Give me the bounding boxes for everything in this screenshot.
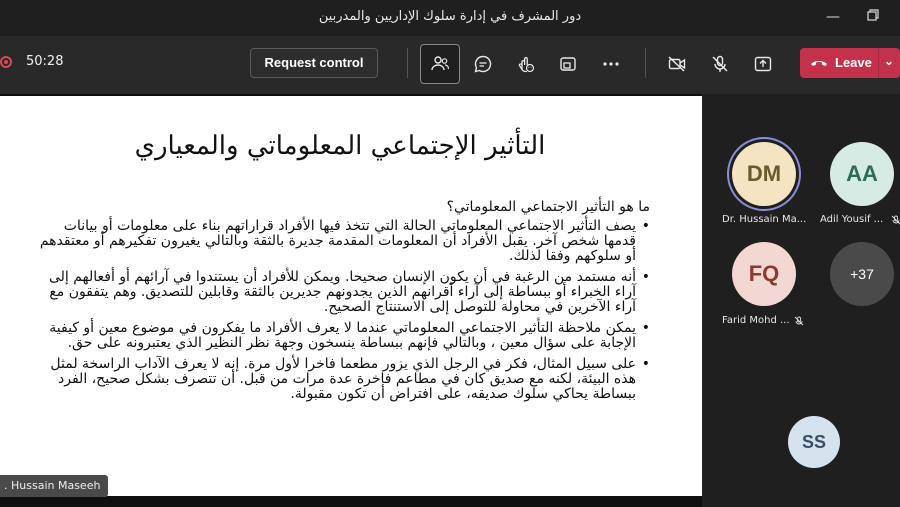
window-title: دور المشرف في إدارة سلوك الإداريين والمدربين: [318, 9, 582, 24]
slide-title: التأثير الإجتماعي المعلوماتي والمعياري: [134, 131, 546, 161]
avatar[interactable]: FQ: [732, 242, 796, 306]
mic-off-icon: [891, 215, 900, 225]
presenter-name-tag: . Hussain Maseeh: [0, 475, 108, 497]
leave-label: Leave: [835, 55, 872, 70]
meeting-toolbar: [0, 36, 900, 94]
toolbar-divider: [645, 48, 646, 78]
rooms-icon: [558, 54, 578, 74]
camera-off-icon: [667, 54, 687, 74]
request-control-button[interactable]: Request control: [250, 48, 378, 78]
slide-bullet: • يمكن ملاحظة التأثير الاجتماعي المعلوماتي عندما لا يعرف الأفراد ما يفكرون في موضوع معين أو كيفية الإجابة على سؤال معين ، وبالتالي فإنهم ببساطة ينسخون وجهة نظر النظير الذي يعتبرونه على حق.: [30, 321, 650, 351]
slide-question: ما هو التأثير الاجتماعي المعلوماتي؟: [446, 199, 650, 215]
slide-bullet: • أنه مستمد من الرغبة في أن يكون الإنسان صحيحا. ويمكن للأفراد أن يستندوا في آرائهم أو أفعالهم إلى آراء الخبراء أو ببساطة إلى آراء أقرانهم الذين يجدونهم جديرين بالثقة وقابلين للتصديق. وهم يتفقون مع آراء الآخرين في محاولة للتوصل إلى الاستنتاج الصحيح.: [30, 270, 650, 315]
minimize-icon[interactable]: —: [826, 9, 840, 25]
avatar[interactable]: DM: [732, 142, 796, 206]
participant-gallery: [702, 94, 900, 507]
participant-name: Dr. Hussain Ma...: [722, 214, 807, 225]
rooms-button[interactable]: [548, 44, 588, 84]
slide-body: [30, 200, 650, 408]
mic-button[interactable]: [700, 44, 740, 84]
title-bar: [0, 0, 900, 36]
toolbar-divider: [407, 48, 408, 78]
slide-bullet-list: [30, 219, 650, 402]
mic-off-icon: [710, 54, 730, 74]
presentation-slide: [0, 96, 702, 496]
shared-content-stage: [0, 94, 702, 507]
overflow-participants-count[interactable]: +37: [830, 242, 894, 306]
slide-bullet: • على سبيل المثال، فكر في الرجل الذي يزور مطعما فاخرا لأول مرة. إنه لا يعرف الآداب الراسخة لمثل هذه البيئة، لكنه مع صديق كان في مطاعم فاخرة عدة مرات من قبل. أن تتصرف بشكل صحيح، الفرد ببساطة يحاكي سلوك صديقه، على افتراض أن تكون مقبولة.: [30, 357, 650, 402]
more-icon: [601, 54, 621, 74]
chat-icon: [473, 54, 493, 74]
react-button[interactable]: [505, 44, 545, 84]
restore-icon[interactable]: [862, 6, 884, 28]
avatar[interactable]: SS: [788, 416, 840, 468]
meeting-timer: 50:28: [26, 54, 64, 69]
avatar[interactable]: AA: [830, 142, 894, 206]
participant-name: Adil Yousif ...: [820, 214, 884, 225]
hang-up-icon: [810, 55, 828, 71]
recording-icon: [0, 56, 12, 68]
mic-off-icon: [794, 316, 804, 326]
participant-name: Farid Mohd ...: [722, 315, 790, 326]
leave-button[interactable]: [800, 48, 900, 78]
people-icon: [430, 54, 450, 74]
react-icon: [515, 54, 535, 74]
slide-bullet: • يصف التأثير الاجتماعي المعلوماتي الحالة التي تتخذ فيها الأفراد قراراتهم بناء على معلومات أو بيانات قدمها شخص آخر. يقبل الأفراد أن المعلومات المقدمة جديرة بالثقة وبالتالي يغيرون تفكيرهم أو معتقدهم أو سلوكهم وفقا لذلك.: [30, 219, 650, 264]
people-button[interactable]: [420, 44, 460, 84]
more-button[interactable]: [591, 44, 631, 84]
camera-button[interactable]: [657, 44, 697, 84]
share-button[interactable]: [743, 44, 783, 84]
chevron-down-icon[interactable]: ⌄: [884, 54, 895, 68]
chat-button[interactable]: [463, 44, 503, 84]
share-icon: [753, 54, 773, 74]
